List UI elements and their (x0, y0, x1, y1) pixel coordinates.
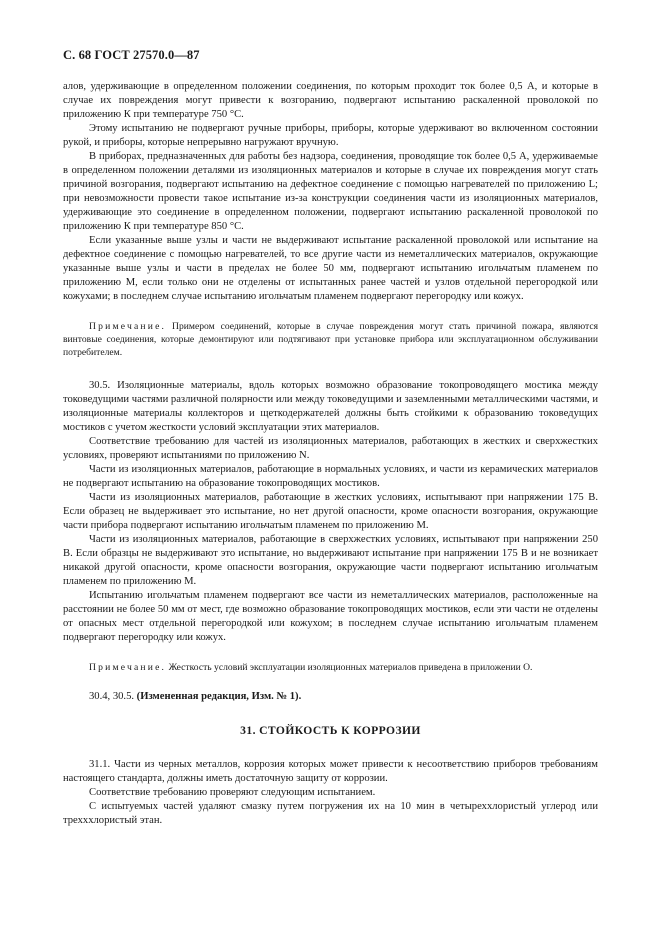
paragraph: С испытуемых частей удаляют смазку путем погружения их на 10 мин в четыреххлористый углерод или трехххлористый этан. (63, 801, 598, 826)
paragraph: алов, удерживающие в определенном положении соединения, по которым проходит ток более 0,5 А, и которые в случае их повреждения могут привести к возгоранию, подвергают испытанию раскаленной проволокой по приложению К при температуре 750 °С. (63, 81, 598, 120)
paragraph: 30.5. Изоляционные материалы, вдоль которых возможно образование токопроводящего мостика между токоведущими частями различной полярности или между токоведущими и заземленными металлическими частями, и изоляционные материалы коллекторов и щеткодержателей должны быть стойкими к образованию токоведущих мостиков с учетом жесткости условий эксплуатации этих материалов. (63, 380, 598, 433)
amendment-line (63, 690, 598, 704)
page-header: С. 68 ГОСТ 27570.0—87 (63, 48, 200, 62)
note-lead: Примечание. (89, 662, 167, 673)
paragraph: Испытанию игольчатым пламенем подвергают все части из неметаллических материалов, расположенные на расстоянии не более 50 мм от мест, где возможно образование токопроводящих мостиков, если эти части не отделены от опасных мест отдельной перегородкой или кожухом; в последнем случае испытанию игольчатым пламенем подвергают перегородку или кожух. (63, 590, 598, 643)
paragraph: Соответствие требованию проверяют следующим испытанием. (89, 787, 376, 798)
paragraph: Части из изоляционных материалов, работающие в жестких условиях, испытывают при напряжении 175 В. Если образец не выдерживает это испытание, но нет другой опасности, кроме опасности возгорания, окружающие части прибора подвергают испытанию игольчатым пламенем по приложению М. (63, 492, 598, 531)
amendment-bold: (Измененная редакция, Изм. № 1). (136, 691, 302, 702)
paragraph: 31.1. Части из черных металлов, коррозия которых может привести к несоответствию приборов требованиям настоящего стандарта, должны иметь достаточную защиту от коррозии. (63, 759, 598, 784)
paragraph: Если указанные выше узлы и части не выдерживают испытание раскаленной проволокой или испытание на дефектное соединение с помощью нагревателей, то все другие части из неметаллических материалов, окружающие указанные выше узлы и части в пределах не более 50 мм, подвергают испытанию игольчатым пламенем по приложению М, если только они не отделены от испытанных ранее частей и узлов отдельной перегородкой или кожухами; в последнем случае испытанию игольчатым пламенем подвергают перегородку или кожух. (63, 235, 598, 302)
note-text: Жесткость условий эксплуатации изоляционных материалов приведена в приложении О. (166, 662, 533, 673)
note (63, 320, 598, 359)
paragraph: Части из изоляционных материалов, работающие в сверхжестких условиях, испытывают при напряжении 250 В. Если образцы не выдерживают это испытание, но выдерживают испытание при напряжении 175 В и не возникает никакой другой опасности, кроме опасности возгорания, окружающие части подвергают испытанию игольчатым пламенем по приложению М. (63, 534, 598, 587)
note (63, 661, 598, 674)
note-lead: Примечание. (89, 321, 167, 332)
paragraph: В приборах, предназначенных для работы без надзора, соединения, проводящие ток более 0,5 А, удерживаемые в определенном положении деталями из изоляционных материалов и которые в случае их повреждения могут стать причиной возгорания, подвергают испытанию на дефектное соединение с помощью нагревателей по приложению L; при невозможности провести такое испытание из-за конструкции соединения части из изоляционных материалов, удерживающие это соединение в определенном положении, подвергают испытанию раскаленной проволокой по приложению К при температуре 850 °С. (63, 151, 598, 232)
paragraph: Соответствие требованию для частей из изоляционных материалов, работающих в жестких и сверхжестких условиях, проверяют испытаниями по приложению N. (63, 436, 598, 461)
document-body (63, 80, 598, 828)
paragraph: Этому испытанию не подвергают ручные приборы, приборы, которые удерживают во включенном состоянии рукой, и приборы, которые непрерывно нагружают вручную. (63, 123, 598, 148)
note-text: Примером соединений, которые в случае повреждения могут стать причиной пожара, являются винтовые соединения, которые демонтируют или подтягивают при установке прибора или эксплуатационном обслуживании потребителем. (63, 321, 598, 358)
section-title: 31. СТОЙКОСТЬ К КОРРОЗИИ (240, 724, 421, 737)
paragraph: Части из изоляционных материалов, работающие в нормальных условиях, и части из керамических материалов не подвергают испытанию на образование токопроводящих мостиков. (63, 464, 598, 489)
amendment-prefix: 30.4, 30.5. (89, 691, 137, 702)
